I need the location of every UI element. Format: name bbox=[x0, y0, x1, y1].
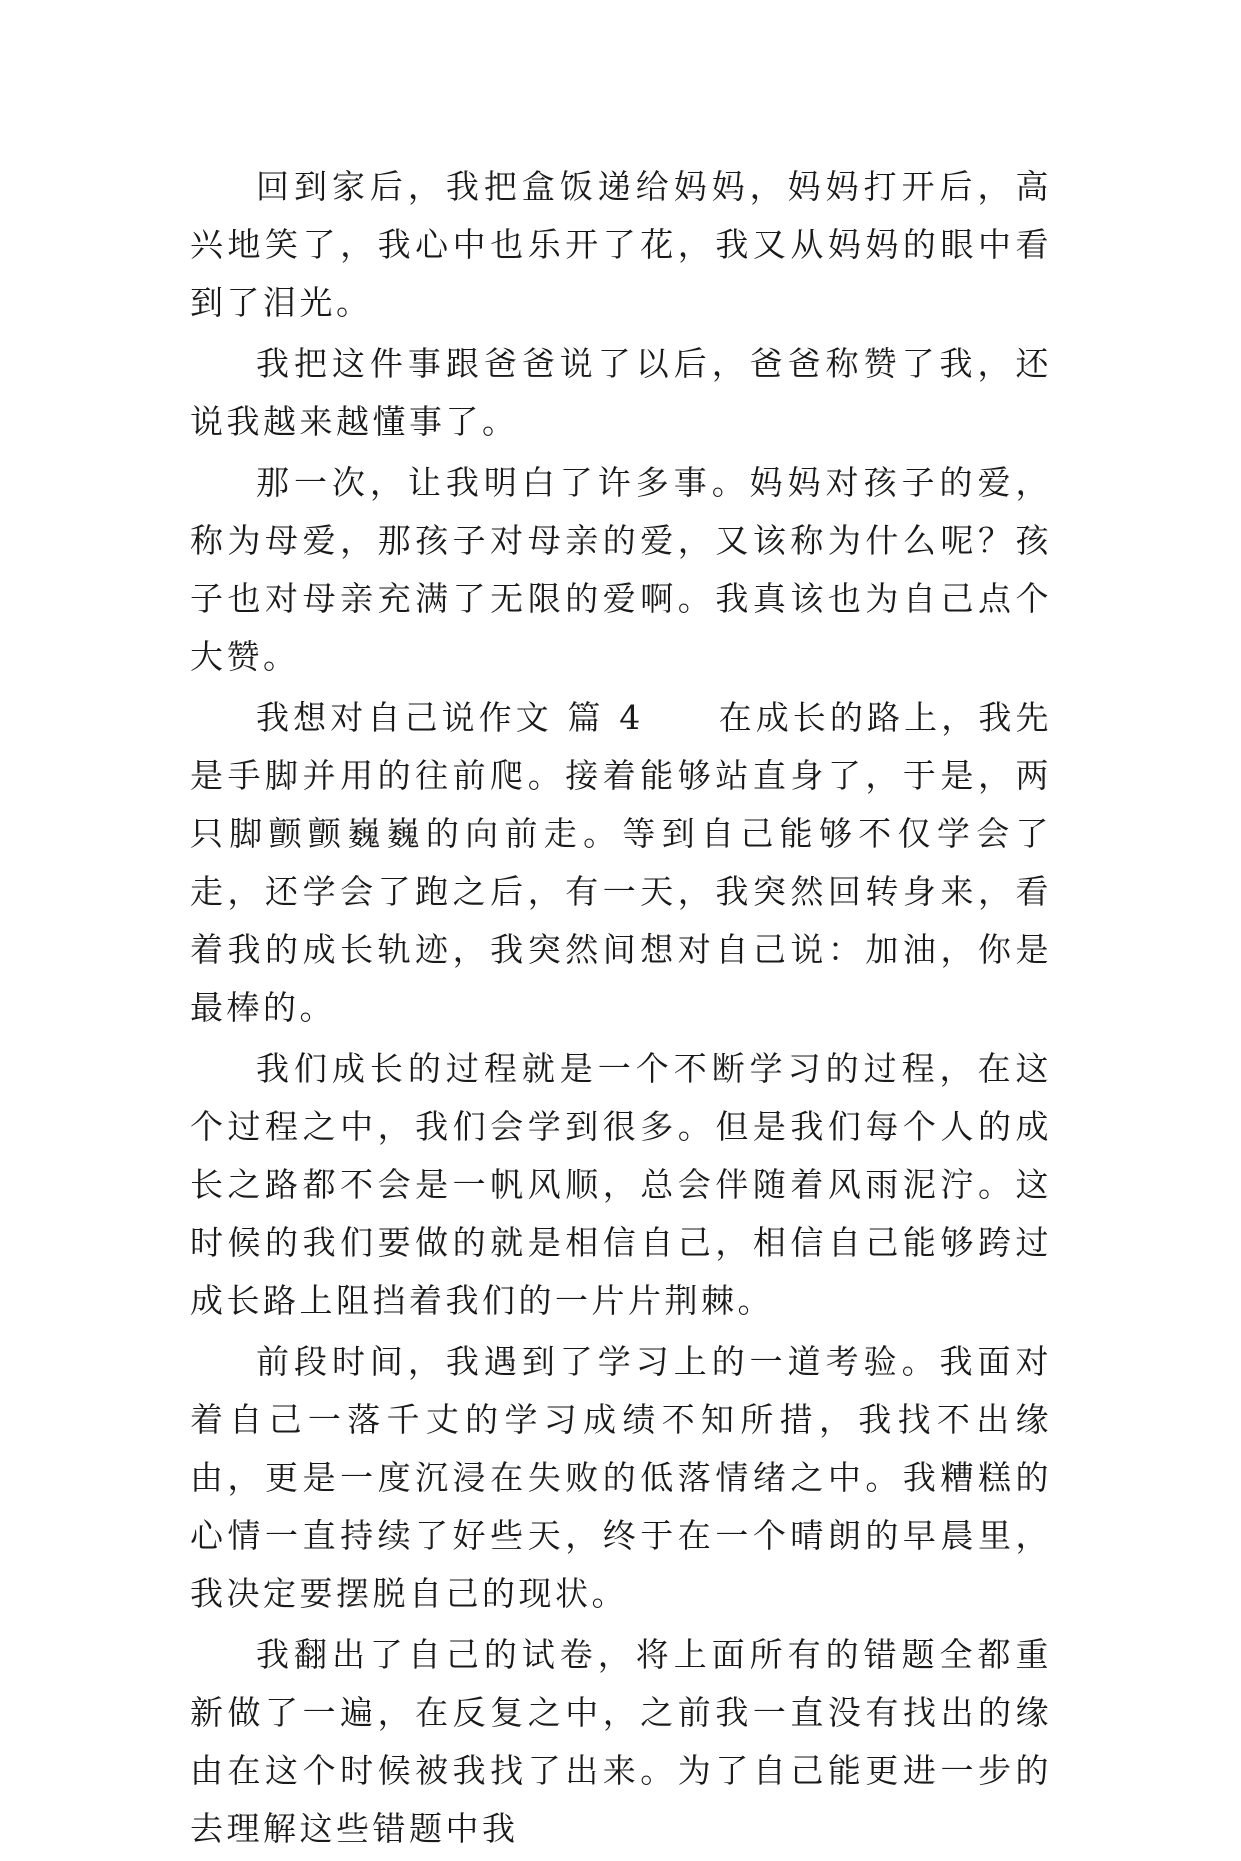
document-body bbox=[190, 158, 1052, 1861]
paragraph-5: 我们成长的过程就是一个不断学习的过程，在这个过程之中，我们会学到很多。但是我们每个人的成长之路都不会是一帆风顺，总会伴随着风雨泥泞。这时候的我们要做的就是相信自己，相信自己能够跨过成长路上阻挡着我们的一片片荆棘。 bbox=[190, 1049, 1052, 1320]
paragraph-2: 我把这件事跟爸爸说了以后，爸爸称赞了我，还说我越来越懂事了。 bbox=[190, 344, 1052, 441]
paragraph-1: 回到家后，我把盒饭递给妈妈，妈妈打开后，高兴地笑了，我心中也乐开了花，我又从妈妈的眼中看到了泪光。 bbox=[190, 167, 1052, 322]
paragraph-3: 那一次，让我明白了许多事。妈妈对孩子的爱，称为母爱，那孩子对母亲的爱，又该称为什么呢？孩子也对母亲充满了无限的爱啊。我真该也为自己点个大赞。 bbox=[190, 463, 1052, 676]
paragraph-4: 我想对自己说作文 篇 4 在成长的路上，我先是手脚并用的往前爬。接着能够站直身了，于是，两只脚颤颤巍巍的向前走。等到自己能够不仅学会了走，还学会了跑之后，有一天，我突然回转身来，看着我的成长轨迹，我突然间想对自己说：加油，你是最棒的。 bbox=[190, 698, 1052, 1027]
paragraph-7: 我翻出了自己的试卷，将上面所有的错题全都重新做了一遍，在反复之中，之前我一直没有找出的缘由在这个时候被我找了出来。为了自己能更进一步的去理解这些错题中我 bbox=[190, 1635, 1052, 1848]
paragraph-6: 前段时间，我遇到了学习上的一道考验。我面对着自己一落千丈的学习成绩不知所措，我找不出缘由，更是一度沉浸在失败的低落情绪之中。我糟糕的心情一直持续了好些天，终于在一个晴朗的早晨里，我决定要摆脱自己的现状。 bbox=[190, 1342, 1052, 1613]
